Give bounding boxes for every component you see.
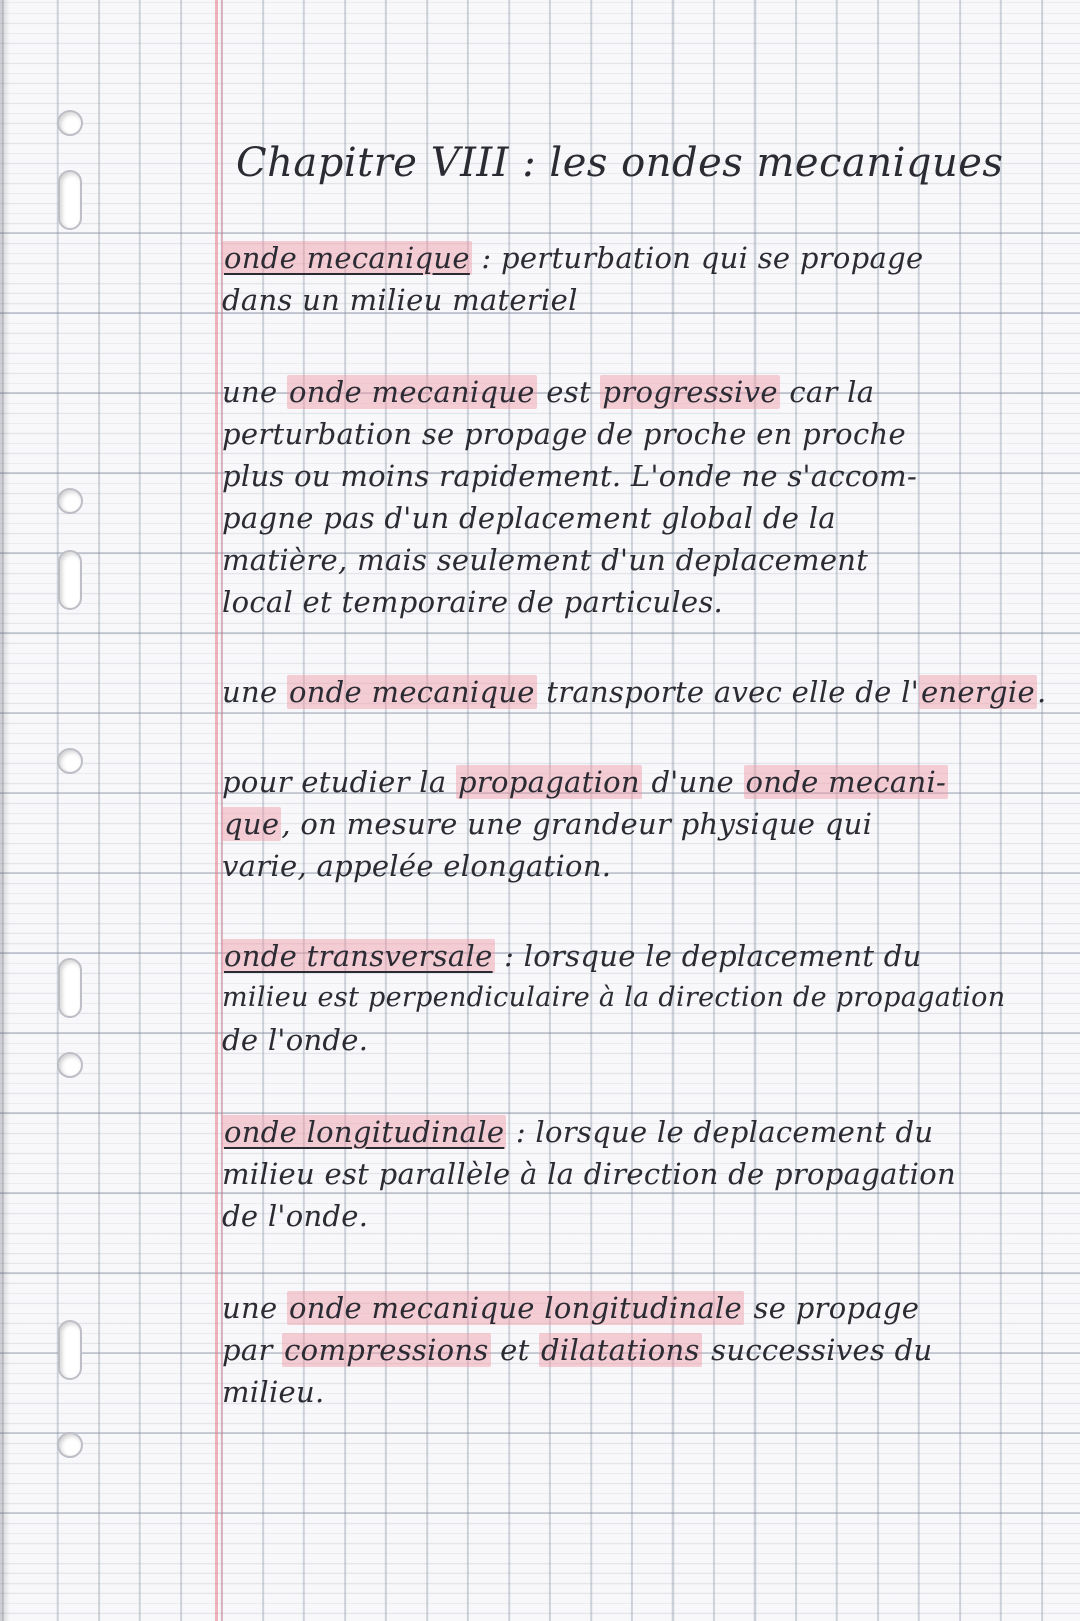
text-fragment: , on mesure une grandeur physique qui bbox=[281, 807, 873, 841]
text-line: perturbation se propage de proche en proche bbox=[222, 417, 906, 451]
text-line: plus ou moins rapidement. L'onde ne s'accom- bbox=[222, 459, 918, 493]
definition-line bbox=[222, 238, 923, 278]
text-fragment: . bbox=[1036, 675, 1047, 709]
highlight-progressive: progressive bbox=[602, 375, 778, 409]
text-fragment: car la bbox=[779, 375, 875, 409]
definition-line bbox=[222, 1112, 933, 1152]
text-line bbox=[222, 1330, 933, 1370]
highlight-que: que bbox=[224, 807, 280, 841]
term-onde-longitudinale: onde longitudinale bbox=[224, 1115, 505, 1149]
text-line: local et temporaire de particules. bbox=[222, 585, 724, 619]
binder-hole bbox=[57, 748, 83, 774]
binder-hole bbox=[58, 170, 82, 230]
definition-text: : lorsque le deplacement du bbox=[494, 939, 922, 973]
binder-hole bbox=[57, 1432, 83, 1458]
ruled-line bbox=[0, 1512, 1080, 1514]
ruled-line bbox=[0, 1432, 1080, 1434]
text-line: matière, mais seulement d'un deplacement bbox=[222, 543, 869, 577]
highlight-onde-mecanique-longitudinale: onde mecanique longitudinale bbox=[288, 1291, 743, 1325]
binder-hole bbox=[58, 550, 82, 610]
text-line: de l'onde. bbox=[222, 1199, 369, 1233]
text-fragment: et bbox=[490, 1333, 540, 1367]
text-line: milieu est perpendiculaire à la direction de propagation bbox=[222, 982, 1006, 1013]
page-title bbox=[236, 140, 1003, 186]
text-line bbox=[222, 762, 948, 802]
ruled-line bbox=[0, 232, 1080, 234]
text-line bbox=[222, 1288, 919, 1328]
binder-hole bbox=[57, 488, 83, 514]
ruled-line bbox=[0, 712, 1080, 714]
text-fragment: est bbox=[536, 375, 601, 409]
text-fragment: d'une bbox=[641, 765, 744, 799]
definition-text: : perturbation qui se propage bbox=[471, 241, 924, 275]
text-line: pagne pas d'un deplacement global de la bbox=[222, 501, 836, 535]
binder-hole bbox=[57, 1052, 83, 1078]
title-separator: : bbox=[522, 140, 537, 186]
text-line bbox=[222, 372, 874, 412]
ruled-line bbox=[0, 1272, 1080, 1274]
text-fragment: une bbox=[222, 375, 287, 409]
text-fragment: successives du bbox=[701, 1333, 933, 1367]
text-line: dans un milieu materiel bbox=[222, 283, 578, 317]
text-fragment: par bbox=[222, 1333, 283, 1367]
text-line: milieu. bbox=[222, 1375, 325, 1409]
ruled-line bbox=[0, 1032, 1080, 1034]
binder-hole bbox=[57, 110, 83, 136]
text-line bbox=[222, 672, 1046, 712]
page-edge-shadow bbox=[0, 0, 10, 1621]
text-line: milieu est parallèle à la direction de propagation bbox=[222, 1157, 956, 1191]
text-fragment: une bbox=[222, 675, 287, 709]
highlight-onde-mecanique: onde mecanique bbox=[288, 675, 535, 709]
text-fragment: se propage bbox=[744, 1291, 920, 1325]
definition-text: : lorsque le deplacement du bbox=[506, 1115, 934, 1149]
binder-hole bbox=[58, 1320, 82, 1380]
highlight-dilatations: dilatations bbox=[541, 1333, 700, 1367]
text-line bbox=[222, 804, 872, 844]
highlight-compressions: compressions bbox=[284, 1333, 489, 1367]
margin-line bbox=[215, 0, 218, 1621]
highlight-propagation: propagation bbox=[457, 765, 640, 799]
chapter-subject: les ondes mecaniques bbox=[549, 140, 1004, 186]
ruled-line bbox=[0, 632, 1080, 634]
text-line: varie, appelée elongation. bbox=[222, 849, 612, 883]
text-fragment: transporte avec elle de l' bbox=[536, 675, 919, 709]
term-onde-transversale: onde transversale bbox=[224, 939, 493, 973]
text-line: de l'onde. bbox=[222, 1023, 369, 1057]
chapter-label: Chapitre VIII bbox=[236, 140, 509, 186]
binder-hole bbox=[58, 958, 82, 1018]
text-fragment: une bbox=[222, 1291, 287, 1325]
text-fragment: pour etudier la bbox=[222, 765, 456, 799]
definition-line bbox=[222, 936, 922, 976]
term-onde-mecanique: onde mecanique bbox=[224, 241, 470, 275]
highlight-onde-mecanique: onde mecanique bbox=[288, 375, 535, 409]
highlight-onde-mecanique: onde mecani- bbox=[745, 765, 947, 799]
highlight-energie: energie bbox=[920, 675, 1035, 709]
